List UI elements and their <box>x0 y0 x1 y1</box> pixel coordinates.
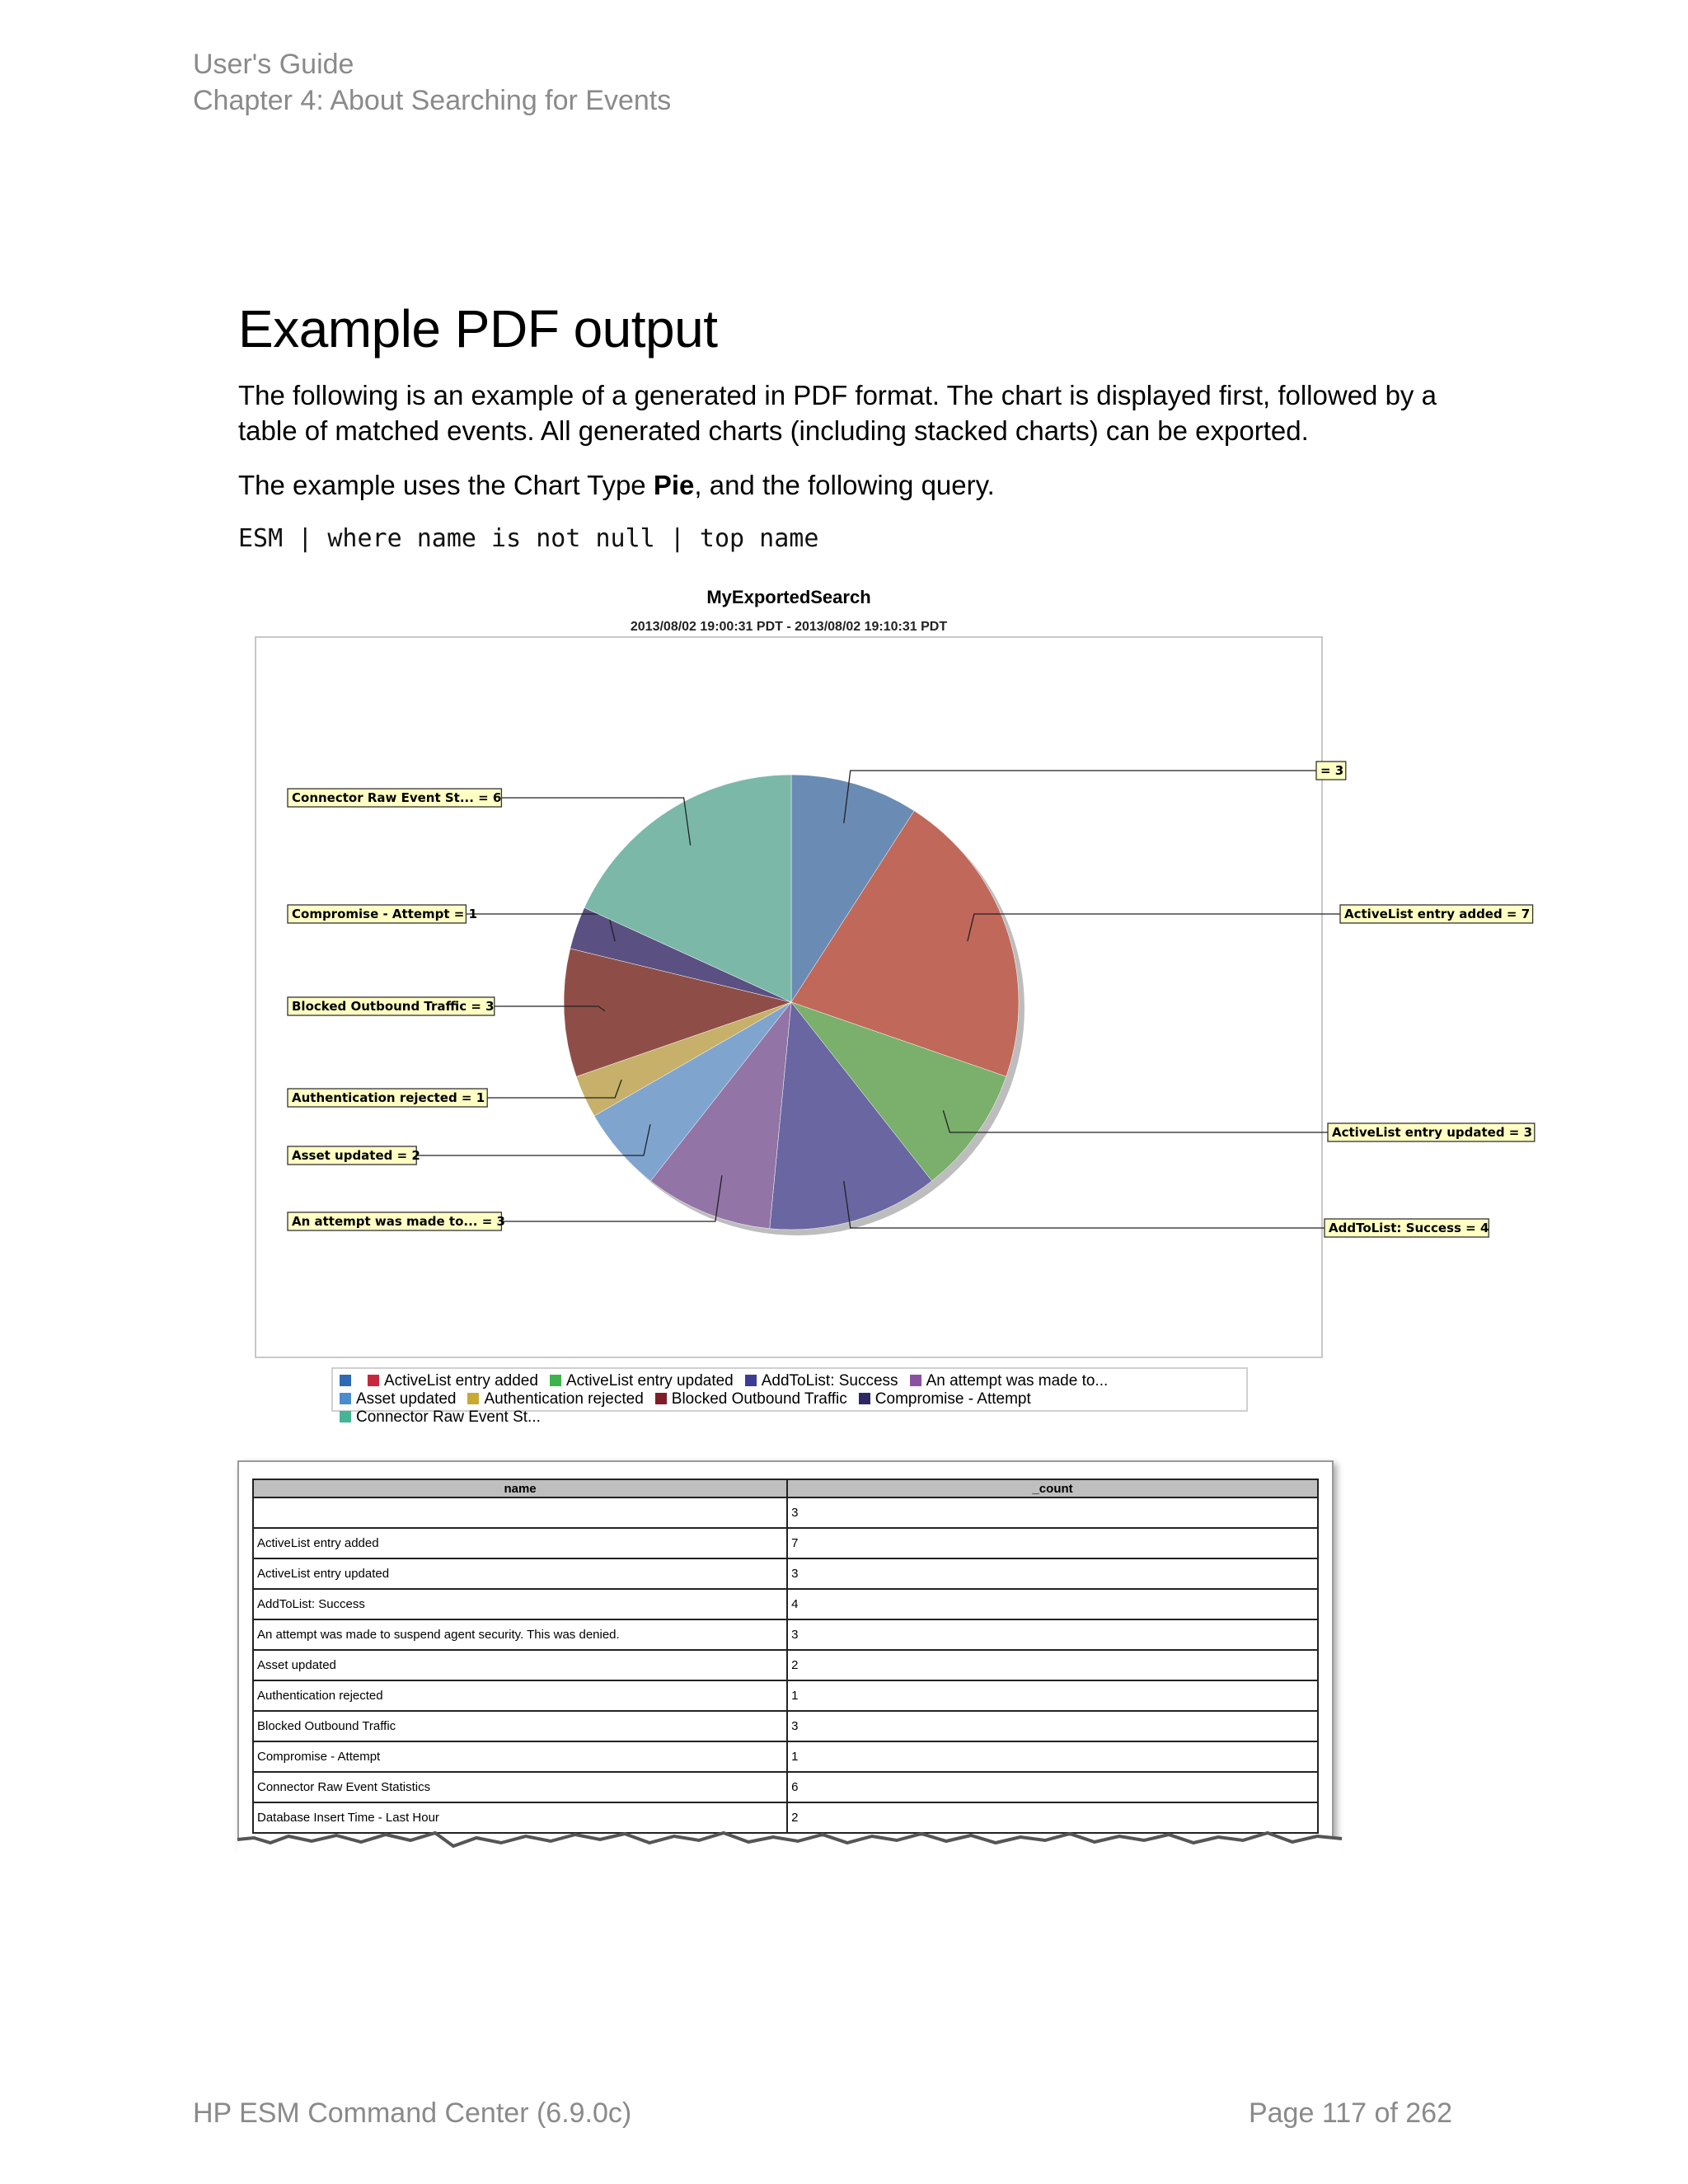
event-name-cell <box>253 1497 787 1528</box>
slice-label: Asset updated = 2 <box>292 1148 420 1163</box>
event-count-cell: 3 <box>787 1711 1318 1741</box>
slice-label: ActiveList entry added = 7 <box>1344 907 1531 921</box>
event-count-cell: 4 <box>787 1589 1318 1619</box>
chart-time-range: 2013/08/02 19:00:31 PDT - 2013/08/02 19:10:31 PDT <box>630 620 948 634</box>
event-count-cell: 3 <box>787 1619 1318 1650</box>
slice-label: = 3 <box>1320 763 1344 778</box>
legend-label: Asset updated <box>356 1390 457 1408</box>
column-header: _count <box>787 1479 1318 1497</box>
legend-swatch <box>550 1375 561 1386</box>
table-row <box>253 1497 1318 1528</box>
events-table-panel <box>237 1460 1334 1846</box>
event-name-cell: Blocked Outbound Traffic <box>253 1711 787 1741</box>
table-row <box>253 1680 1318 1711</box>
para2-text-after: , and the following query. <box>694 470 995 500</box>
legend-item <box>467 1390 643 1408</box>
slice-leader-line <box>968 914 1340 941</box>
legend-item <box>340 1408 541 1427</box>
events-table <box>252 1479 1319 1834</box>
legend-swatch <box>340 1393 351 1404</box>
legend-swatch <box>340 1411 351 1422</box>
event-name-cell: Asset updated <box>253 1650 787 1680</box>
slice-label: Blocked Outbound Traffic = 3 <box>292 999 495 1014</box>
legend-label: AddToList: Success <box>761 1372 898 1390</box>
legend-swatch <box>655 1393 667 1404</box>
legend-item <box>340 1372 356 1390</box>
event-name-cell: Connector Raw Event Statistics <box>253 1772 787 1802</box>
legend-swatch <box>859 1393 870 1404</box>
intro-paragraph: The following is an example of a generated in PDF format. The chart is displayed first, followed by a table of matched events. All generated charts (including stacked charts) can be exported. <box>238 380 1437 446</box>
event-count-cell: 3 <box>787 1558 1318 1589</box>
legend-label: Authentication rejected <box>484 1390 644 1408</box>
table-row <box>253 1650 1318 1680</box>
section-title: Example PDF output <box>238 299 718 359</box>
slice-label: Compromise - Attempt = 1 <box>292 907 478 921</box>
legend-item <box>910 1372 1109 1390</box>
legend-label: Connector Raw Event St... <box>356 1408 541 1426</box>
column-header: name <box>253 1479 787 1497</box>
legend-item <box>745 1372 898 1390</box>
legend-label: Compromise - Attempt <box>874 1390 1031 1408</box>
event-name-cell: AddToList: Success <box>253 1589 787 1619</box>
legend-swatch <box>340 1375 351 1386</box>
event-count-cell: 2 <box>787 1802 1318 1833</box>
legend-label: ActiveList entry added <box>384 1372 538 1390</box>
event-count-cell: 7 <box>787 1528 1318 1558</box>
chart-type-name: Pie <box>653 470 695 500</box>
running-header <box>193 46 671 119</box>
legend-item <box>655 1390 847 1408</box>
legend-swatch <box>910 1375 921 1386</box>
query-code: ESM | where name is not null | top name <box>238 524 819 553</box>
slice-label: ActiveList entry updated = 3 <box>1332 1125 1533 1140</box>
legend-item <box>859 1390 1031 1408</box>
table-header-row <box>253 1479 1318 1497</box>
chart-title: MyExportedSearch <box>706 587 871 607</box>
torn-page-edge <box>237 1813 1342 1871</box>
guide-title: User's Guide <box>193 49 354 80</box>
legend-item <box>340 1390 456 1408</box>
chart-legend <box>331 1367 1248 1426</box>
legend-label: Blocked Outbound Traffic <box>671 1390 847 1408</box>
footer-page-number: Page 117 of 262 <box>1248 2097 1452 2129</box>
event-name-cell: Authentication rejected <box>253 1680 787 1711</box>
slice-label: Authentication rejected = 1 <box>292 1090 485 1105</box>
legend-label: An attempt was made to... <box>926 1372 1109 1390</box>
chart-type-paragraph <box>238 467 1475 503</box>
table-row <box>253 1558 1318 1589</box>
table-body <box>253 1497 1318 1833</box>
table-row <box>253 1741 1318 1772</box>
table-row <box>253 1772 1318 1802</box>
slice-label: Connector Raw Event St... = 6 <box>292 790 502 805</box>
event-name-cell: Database Insert Time - Last Hour <box>253 1802 787 1833</box>
event-name-cell: ActiveList entry updated <box>253 1558 787 1589</box>
legend-label: ActiveList entry updated <box>565 1372 734 1390</box>
legend-item <box>550 1372 734 1390</box>
table-row <box>253 1589 1318 1619</box>
legend-item <box>368 1372 538 1390</box>
legend-swatch <box>745 1375 757 1386</box>
table-row <box>253 1528 1318 1558</box>
slice-label: AddToList: Success = 4 <box>1329 1221 1489 1235</box>
event-name-cell: An attempt was made to suspend agent security. This was denied. <box>253 1619 787 1650</box>
event-count-cell: 1 <box>787 1741 1318 1772</box>
pie-chart <box>255 636 1533 1358</box>
event-count-cell: 3 <box>787 1497 1318 1528</box>
event-count-cell: 1 <box>787 1680 1318 1711</box>
legend-swatch <box>368 1375 379 1386</box>
chapter-title: Chapter 4: About Searching for Events <box>193 85 672 116</box>
para2-text-before: The example uses the Chart Type <box>238 470 654 500</box>
slice-leader-line <box>943 1110 1328 1132</box>
event-name-cell: Compromise - Attempt <box>253 1741 787 1772</box>
table-row <box>253 1619 1318 1650</box>
slice-label: An attempt was made to... = 3 <box>292 1214 505 1229</box>
footer-product: HP ESM Command Center (6.9.0c) <box>193 2097 632 2129</box>
event-name-cell: ActiveList entry added <box>253 1528 787 1558</box>
event-count-cell: 6 <box>787 1772 1318 1802</box>
table-row <box>253 1711 1318 1741</box>
event-count-cell: 2 <box>787 1650 1318 1680</box>
legend-swatch <box>467 1393 479 1404</box>
